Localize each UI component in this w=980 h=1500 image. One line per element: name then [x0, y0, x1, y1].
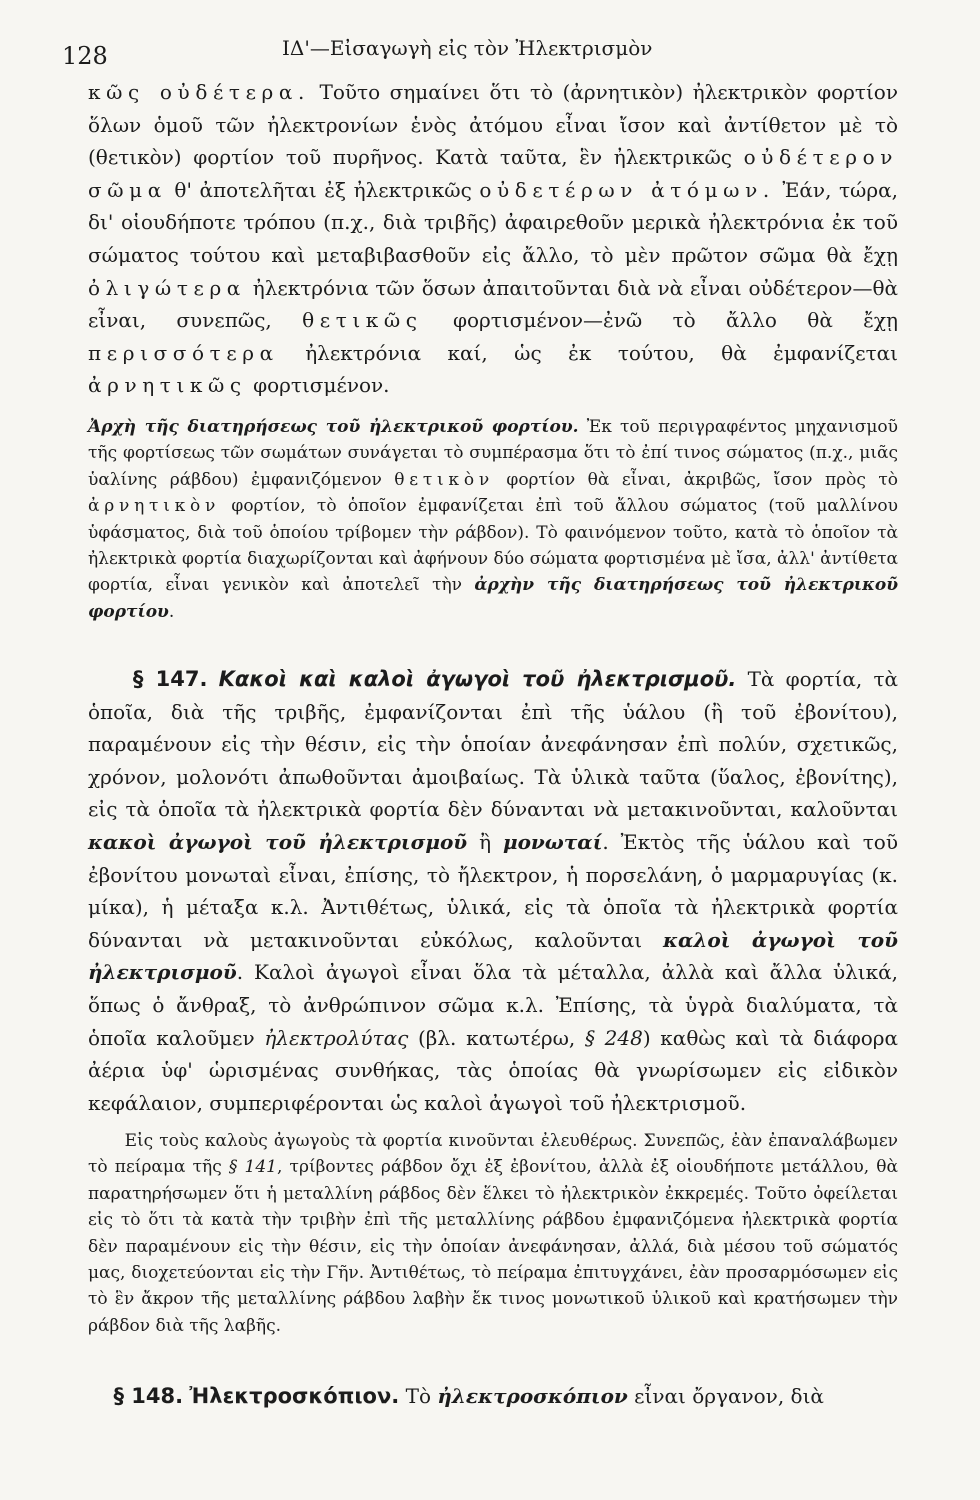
- charge-conservation-heading: Ἀρχὴ τῆς διατηρήσεως τοῦ ἠλεκτρικοῦ φορτίου.: [88, 417, 579, 437]
- paragraph-charge-conservation: Ἀρχὴ τῆς διατηρήσεως τοῦ ἠλεκτρικοῦ φορτίου. Ἐκ τοῦ περιγραφέντος μηχανισμοῦ τῆς φορτίσεως τῶν σωμάτων συνάγεται τὸ συμπέρασμα ὅτι τὸ ἐπί τινος σώματος (π.χ., μιᾶς ὑαλίνης ράβδου) ἐμφανιζόμενον θετικὸν φορτίον θὰ εἶναι, ἀκριβῶς, ἴσον πρὸς τὸ ἀρνητικὸν φορτίον, τὸ ὁποῖον ἐμφανίζεται ἐπὶ τοῦ ἄλλου σώματος (τοῦ μαλλίνου ὑφάσματος, διὰ τοῦ ὁποίου τρίβομεν τὴν ράβδον). Τὸ φαινόμενον τοῦτο, κατὰ τὸ ὁποῖον τὰ ἠλεκτρικὰ φορτία διαχωρίζονται καὶ ἀφήνουν δύο σώματα φορτισμένα μὲ ἴσα, ἀλλ' ἀντίθετα φορτία, εἶναι γενικὸν καὶ ἀποτελεῖ τὴν ἀρχὴν τῆς διατηρήσεως τοῦ ἠλεκτρικοῦ φορτίου.: [88, 417, 898, 622]
- section-147-conductors: § 147. Κακοὶ καὶ καλοὶ ἀγωγοὶ τοῦ ἠλεκτρισμοῦ. Τὰ φορτία, τὰ ὁποῖα, διὰ τῆς τριβῆς, ἐμφανίζονται ἐπὶ τῆς ὑάλου (ἢ τοῦ ἐβονίτου), παραμένουν εἰς τὴν θέσιν, εἰς τὴν ὁποίαν ἀνεφάνησαν ἐπὶ πολύν, σχετικῶς, χρόνον, μολονότι ἀπωθοῦνται ἀμοιβαίως. Τὰ ὑλικὰ ταῦτα (ὕαλος, ἐβονίτης), εἰς τὰ ὁποῖα τὰ ἠλεκτρικὰ φορτία δὲν δύνανται νὰ μετακινοῦνται, καλοῦνται κακοὶ ἀγωγοὶ τοῦ ἠλεκτρισμοῦ ἢ μονωταί. Ἐκτὸς τῆς ὑάλου καὶ τοῦ ἐβονίτου μονωταὶ εἶναι, ἐπίσης, τὸ ἤλεκτρον, ἡ πορσελάνη, ὁ μαρμαρυγίας (κ. μίκα), ἡ μέταξα κ.λ. Ἀντιθέτως, ὑλικά, εἰς τὰ ὁποῖα τὰ ἠλεκτρικὰ φορτία δύνανται νὰ μετακινοῦνται εὐκόλως, καλοῦνται καλοὶ ἀγωγοὶ τοῦ ἠλεκτρισμοῦ. Καλοὶ ἀγωγοὶ εἶναι ὅλα τὰ μέταλλα, ἀλλὰ καὶ ἄλλα ὑλικά, ὅπως ὁ ἄνθραξ, τὸ ἀνθρώπινον σῶμα κ.λ. Ἐπίσης, τὰ ὑγρὰ διαλύματα, τὰ ὁποῖα καλοῦμεν ἠλεκτρολύτας (βλ. κατωτέρω, § 248) καθὼς καὶ τὰ διάφορα ἀέρια ὑφ' ὡρισμένας συνθήκας, τὰς ὁποίας θὰ γνωρίσωμεν εἰς εἰδικὸν κεφάλαιον, συμπεριφέρονται ὡς καλοὶ ἀγωγοὶ τοῦ ἠλεκτρισμοῦ.: [88, 667, 899, 1115]
- running-title: ΙΔ'—Εἰσαγωγὴ εἰς τὸν Ἠλεκτρισμὸν: [282, 36, 653, 60]
- section-147-title: Κακοὶ καὶ καλοὶ ἀγωγοὶ τοῦ ἠλεκτρισμοῦ.: [218, 667, 737, 691]
- section-148-title: Ἠλεκτροσκόπιον.: [189, 1384, 400, 1408]
- section-148-electroscope: § 148. Ἠλεκτροσκόπιον. Τὸ ἠλεκτροσκόπιον εἶναι ὄργανον, διὰ: [113, 1384, 824, 1408]
- section-148-number: § 148.: [113, 1384, 184, 1408]
- page-header: [62, 32, 918, 72]
- section-147-number: § 147.: [132, 667, 208, 691]
- page-number: 128: [62, 42, 108, 70]
- paragraph-neutral-bodies: κῶς οὐδέτερα. Τοῦτο σημαίνει ὅτι τὸ (ἀρνητικὸν) ἠλεκτρικὸν φορτίον ὅλων ὁμοῦ τῶν ἠλεκτρονίων ἑνὸς ἀτόμου εἶναι ἴσον καὶ ἀντίθετον μὲ τὸ (θετικὸν) φορτίον τοῦ πυρῆνος. Κατὰ ταῦτα, ἓν ἠλεκτρικῶς οὐδέτερον σῶμα θ' ἀποτελῆται ἐξ ἠλεκτρικῶς οὐδετέρων ἀτόμων. Ἐάν, τώρα, δι' οἱουδήποτε τρόπου (π.χ., διὰ τριβῆς) ἀφαιρεθοῦν μερικὰ ἠλεκτρόνια ἐκ τοῦ σώματος τούτου καὶ μεταβιβασθοῦν εἰς ἄλλο, τὸ μὲν πρῶτον σῶμα θὰ ἔχῃ ὀλιγώτερα ἠλεκτρόνια τῶν ὅσων ἀπαιτοῦνται διὰ νὰ εἶναι οὐδέτερον—θὰ εἶναι, συνεπῶς, θετικῶς φορτισμένον—ἐνῶ τὸ ἄλλο θὰ ἔχῃ περισσότερα ἠλεκτρόνια καί, ὡς ἐκ τούτου, θὰ ἐμφανίζεται ἀρνητικῶς φορτισμένον.: [88, 80, 898, 398]
- paragraph-metal-rod-experiment: Εἰς τοὺς καλοὺς ἀγωγοὺς τὰ φορτία κινοῦνται ἐλευθέρως. Συνεπῶς, ἐὰν ἐπαναλάβωμεν τὸ πείραμα τῆς § 141, τρίβοντες ράβδον ὄχι ἐξ ἐβονίτου, ἀλλὰ ἐξ οἱουδήποτε μετάλλου, θὰ παρατηρήσωμεν ὅτι ἡ μεταλλίνη ράβδος δὲν ἕλκει τὸ ἠλεκτρικὸν ἐκκρεμές. Τοῦτο ὀφείλεται εἰς τὸ ὅτι τὰ κατὰ τὴν τριβὴν ἐπὶ τῆς μεταλλίνης ράβδου ἐμφανιζόμενα ἠλεκτρικὰ φορτία δὲν παραμένουν εἰς τὴν θέσιν, εἰς τὴν ὁποίαν ἀνεφάνησαν, ἀλλά, διὰ μέσου τοῦ σώματός μας, διοχετεύονται εἰς τὴν Γῆν. Ἀντιθέτως, τὸ πείραμα ἐπιτυγχάνει, ἐὰν προσαρμόσωμεν εἰς τὸ ἓν ἄκρον τῆς μεταλλίνης ράβδου λαβὴν ἔκ τινος μονωτικοῦ ὑλικοῦ καὶ κρατήσωμεν τὴν ράβδον διὰ τῆς λαβῆς.: [88, 1131, 898, 1336]
